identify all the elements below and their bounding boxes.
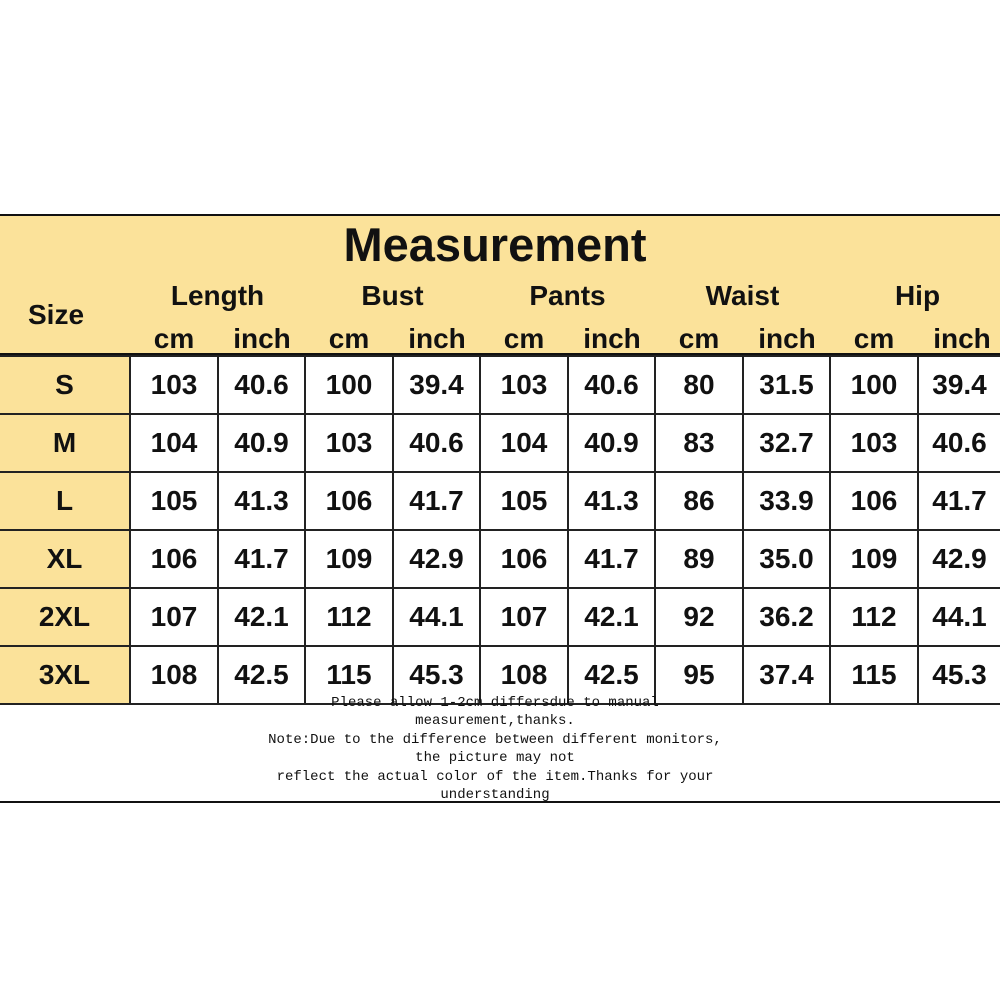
size-cell: 2XL — [0, 588, 130, 646]
bust-inch-cell: 42.9 — [393, 530, 480, 588]
bust-inch-cell: 45.3 — [393, 646, 480, 704]
waist-inch-cell: 35.0 — [743, 530, 830, 588]
hip-cm-cell: 112 — [830, 588, 918, 646]
size-cell: XL — [0, 530, 130, 588]
pants-inch-cell: 40.6 — [568, 356, 655, 414]
hip-cm-cell: 109 — [830, 530, 918, 588]
hip-inch-cell: 44.1 — [918, 588, 1000, 646]
hip-inch-cell: 39.4 — [918, 356, 1000, 414]
waist-inch-cell: 36.2 — [743, 588, 830, 646]
bust-cm-cell: 115 — [305, 646, 393, 704]
size-cell: 3XL — [0, 646, 130, 704]
pants-inch-cell: 42.1 — [568, 588, 655, 646]
bust-cm-cell: 106 — [305, 472, 393, 530]
group-header-bust: Bust — [361, 280, 424, 311]
unit-header-cm: cm — [153, 323, 195, 354]
waist-cm-cell: 80 — [655, 356, 743, 414]
bust-inch-cell: 44.1 — [393, 588, 480, 646]
pants-cm-cell: 107 — [480, 588, 568, 646]
hip-inch-cell: 41.7 — [918, 472, 1000, 530]
hip-inch-cell: 40.6 — [918, 414, 1000, 472]
pants-inch-cell: 40.9 — [568, 414, 655, 472]
note-line: measurement,thanks. — [415, 713, 575, 729]
pants-inch-cell: 42.5 — [568, 646, 655, 704]
bust-cm-cell: 100 — [305, 356, 393, 414]
table-title: Measurement — [343, 218, 647, 271]
waist-inch-cell: 32.7 — [743, 414, 830, 472]
length-inch-cell: 41.7 — [218, 530, 305, 588]
waist-cm-cell: 89 — [655, 530, 743, 588]
bust-inch-cell: 39.4 — [393, 356, 480, 414]
unit-header-inch: inch — [758, 323, 816, 354]
table-row — [0, 356, 1000, 414]
length-inch-cell: 40.9 — [218, 414, 305, 472]
size-header: Size — [27, 299, 85, 330]
unit-header-inch: inch — [583, 323, 641, 354]
waist-cm-cell: 92 — [655, 588, 743, 646]
waist-cm-cell: 86 — [655, 472, 743, 530]
length-inch-cell: 42.1 — [218, 588, 305, 646]
unit-header-inch: inch — [933, 323, 991, 354]
table-row — [0, 530, 1000, 588]
length-cm-cell: 106 — [130, 530, 218, 588]
pants-cm-cell: 106 — [480, 530, 568, 588]
unit-header-inch: inch — [233, 323, 291, 354]
table-row — [0, 414, 1000, 472]
length-inch-cell: 41.3 — [218, 472, 305, 530]
table-row — [0, 472, 1000, 530]
group-header-pants: Pants — [529, 280, 606, 311]
group-header-length: Length — [170, 280, 265, 311]
unit-header-cm: cm — [328, 323, 370, 354]
length-inch-cell: 42.5 — [218, 646, 305, 704]
waist-cm-cell: 95 — [655, 646, 743, 704]
note-line: the picture may not — [415, 750, 575, 766]
note-line: Please allow 1-2cm differsdue to manual — [331, 695, 659, 711]
note-box — [0, 692, 1000, 803]
note-line: understanding — [440, 787, 550, 803]
bust-inch-cell: 41.7 — [393, 472, 480, 530]
bust-inch-cell: 40.6 — [393, 414, 480, 472]
hip-inch-cell: 42.9 — [918, 530, 1000, 588]
pants-inch-cell: 41.3 — [568, 472, 655, 530]
group-header-hip: Hip — [894, 280, 941, 311]
length-cm-cell: 104 — [130, 414, 218, 472]
pants-cm-cell: 104 — [480, 414, 568, 472]
table-row — [0, 588, 1000, 646]
pants-inch-cell: 41.7 — [568, 530, 655, 588]
bust-cm-cell: 103 — [305, 414, 393, 472]
hip-cm-cell: 106 — [830, 472, 918, 530]
waist-inch-cell: 37.4 — [743, 646, 830, 704]
size-chart-table — [0, 355, 1000, 705]
bust-cm-cell: 112 — [305, 588, 393, 646]
unit-header-cm: cm — [678, 323, 720, 354]
length-cm-cell: 107 — [130, 588, 218, 646]
size-cell: M — [0, 414, 130, 472]
unit-header-cm: cm — [853, 323, 895, 354]
note-line: Note:Due to the difference between different monitors, — [268, 732, 722, 748]
length-inch-cell: 40.6 — [218, 356, 305, 414]
pants-cm-cell: 105 — [480, 472, 568, 530]
bust-cm-cell: 109 — [305, 530, 393, 588]
waist-inch-cell: 33.9 — [743, 472, 830, 530]
hip-cm-cell: 100 — [830, 356, 918, 414]
hip-cm-cell: 103 — [830, 414, 918, 472]
group-header-waist: Waist — [705, 280, 780, 311]
waist-cm-cell: 83 — [655, 414, 743, 472]
pants-cm-cell: 108 — [480, 646, 568, 704]
pants-cm-cell: 103 — [480, 356, 568, 414]
hip-inch-cell: 45.3 — [918, 646, 1000, 704]
unit-header-cm: cm — [503, 323, 545, 354]
size-cell: L — [0, 472, 130, 530]
size-cell: S — [0, 356, 130, 414]
unit-header-inch: inch — [408, 323, 466, 354]
length-cm-cell: 105 — [130, 472, 218, 530]
waist-inch-cell: 31.5 — [743, 356, 830, 414]
length-cm-cell: 108 — [130, 646, 218, 704]
hip-cm-cell: 115 — [830, 646, 918, 704]
note-line: reflect the actual color of the item.Thanks for your — [276, 769, 714, 785]
length-cm-cell: 103 — [130, 356, 218, 414]
